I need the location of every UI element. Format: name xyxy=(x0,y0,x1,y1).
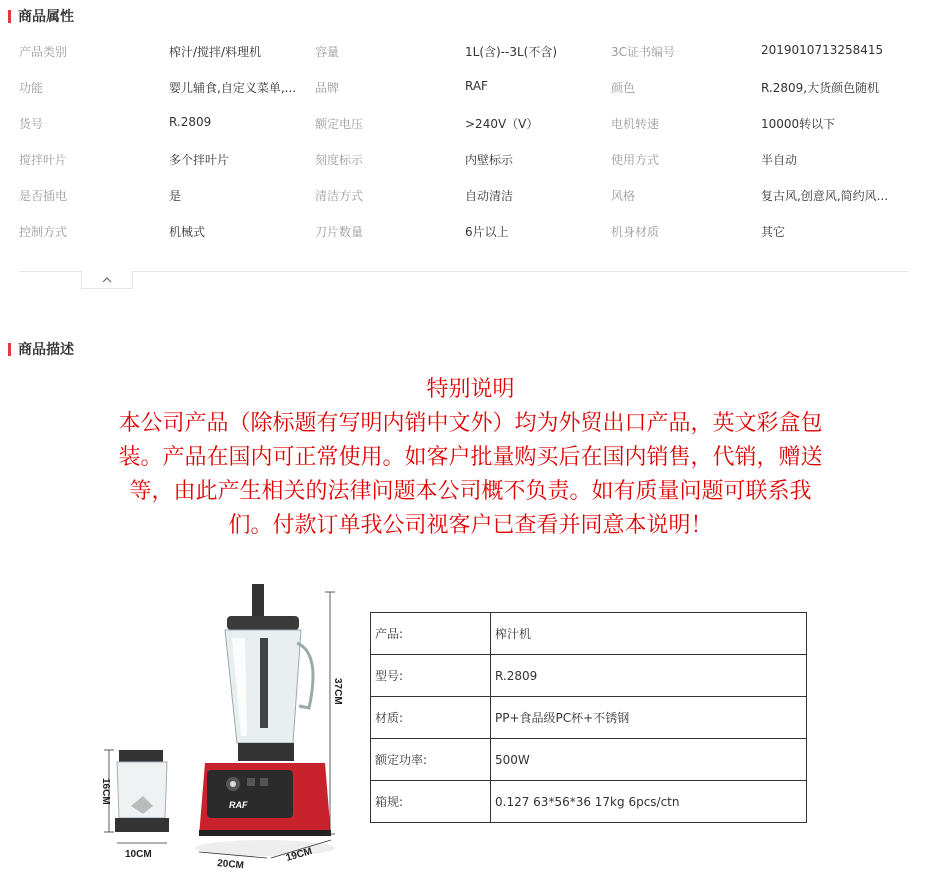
attribute-value: 半自动 xyxy=(761,153,798,167)
spec-value: 榨汁机 xyxy=(491,613,807,655)
attribute-key: 额定电压 xyxy=(315,117,364,131)
section-title-text: 商品描述 xyxy=(18,342,74,358)
attribute-key: 刻度标示 xyxy=(315,153,364,167)
spec-label: 额定功率: xyxy=(371,739,491,781)
attribute-value: 其它 xyxy=(761,225,786,239)
attribute-value: 是 xyxy=(169,189,182,203)
blender-product-image xyxy=(95,578,355,874)
attribute-value: 内壁标示 xyxy=(465,153,514,167)
attribute-key: 电机转速 xyxy=(611,117,660,131)
attributes-divider xyxy=(19,271,908,272)
notice-line: 装。产品在国内可正常使用。如客户批量购买后在国内销售，代销，赠送 xyxy=(118,445,823,470)
notice-title: 特别说明 xyxy=(426,377,515,402)
attribute-key: 颜色 xyxy=(611,81,636,95)
spec-row xyxy=(371,781,807,823)
dimension-label: 37CM xyxy=(332,678,343,705)
attribute-value: >240V（V） xyxy=(465,117,539,131)
spec-value: 500W xyxy=(491,739,807,781)
chevron-up-icon xyxy=(102,277,112,283)
attribute-value: 10000转以下 xyxy=(761,117,836,131)
attribute-key: 刀片数量 xyxy=(315,225,364,239)
dimension-label: 16CM xyxy=(100,778,111,805)
attribute-key: 是否插电 xyxy=(19,189,68,203)
spec-row xyxy=(371,655,807,697)
attribute-key: 3C证书编号 xyxy=(611,45,676,59)
attribute-value: RAF xyxy=(465,79,488,93)
attribute-key: 风格 xyxy=(611,189,636,203)
attribute-key: 容量 xyxy=(315,45,340,59)
attribute-key: 机身材质 xyxy=(611,225,660,239)
collapse-toggle-button[interactable] xyxy=(81,271,133,289)
attribute-row xyxy=(0,33,941,69)
accent-bar xyxy=(8,10,11,23)
jar-lid xyxy=(227,616,299,630)
dimension-label: 20CM xyxy=(216,858,245,872)
special-notice xyxy=(0,373,941,543)
spec-value: R.2809 xyxy=(491,655,807,697)
notice-line: 等，由此产生相关的法律问题本公司概不负责。如有质量问题可联系我 xyxy=(129,479,812,504)
attribute-value: 自动清洁 xyxy=(465,189,514,203)
notice-line: 们。付款订单我公司视客户已查看并同意本说明！ xyxy=(228,513,713,538)
attribute-key: 清洁方式 xyxy=(315,189,364,203)
attribute-key: 使用方式 xyxy=(611,153,660,167)
attribute-value: 机械式 xyxy=(169,225,206,239)
spec-label: 箱规: xyxy=(371,781,491,823)
notice-line: 本公司产品（除标题有写明内销中文外）均为外贸出口产品，英文彩盒包 xyxy=(118,411,823,436)
attribute-key: 功能 xyxy=(19,81,44,95)
dimension-label: 19CM xyxy=(284,845,314,864)
attribute-value: 榨汁/搅拌/料理机 xyxy=(169,45,262,59)
attribute-key: 产品类别 xyxy=(19,45,68,59)
spec-row xyxy=(371,613,807,655)
tamper-rod xyxy=(260,638,268,728)
spec-table xyxy=(370,612,807,823)
attribute-row xyxy=(0,105,941,141)
brand-logo: RAF xyxy=(229,800,248,810)
attribute-value: R.2809 xyxy=(169,115,212,129)
attribute-value: 婴儿辅食,自定义菜单,... xyxy=(169,81,297,95)
attribute-value: R.2809,大货颜色随机 xyxy=(761,81,880,95)
attribute-value: 复古风,创意风,简约风... xyxy=(761,189,889,203)
spec-label: 型号: xyxy=(371,655,491,697)
attribute-key: 货号 xyxy=(19,117,44,131)
spec-row xyxy=(371,739,807,781)
dimension-label: 10CM xyxy=(125,849,152,860)
attribute-value: 多个拌叶片 xyxy=(169,153,230,167)
attribute-value: 2019010713258415 xyxy=(761,43,884,57)
spec-label: 材质: xyxy=(371,697,491,739)
spec-label: 产品: xyxy=(371,613,491,655)
attribute-key: 搅拌叶片 xyxy=(19,153,68,167)
section-title-text: 商品属性 xyxy=(18,9,74,25)
attribute-value: 6片以上 xyxy=(465,225,509,239)
attributes-grid xyxy=(0,33,941,249)
attribute-row xyxy=(0,69,941,105)
attributes-section-title xyxy=(8,7,74,25)
spec-value: PP+食品级PC杯+不锈钢 xyxy=(491,697,807,739)
spec-row xyxy=(371,697,807,739)
attribute-row xyxy=(0,177,941,213)
spec-value: 0.127 63*56*36 17kg 6pcs/ctn xyxy=(491,781,807,823)
attribute-key: 控制方式 xyxy=(19,225,68,239)
attribute-key: 品牌 xyxy=(315,81,340,95)
attribute-row xyxy=(0,213,941,249)
accent-bar xyxy=(8,343,11,356)
attribute-row xyxy=(0,141,941,177)
description-section-title xyxy=(8,340,74,358)
attribute-value: 1L(含)--3L(不含) xyxy=(465,45,558,59)
